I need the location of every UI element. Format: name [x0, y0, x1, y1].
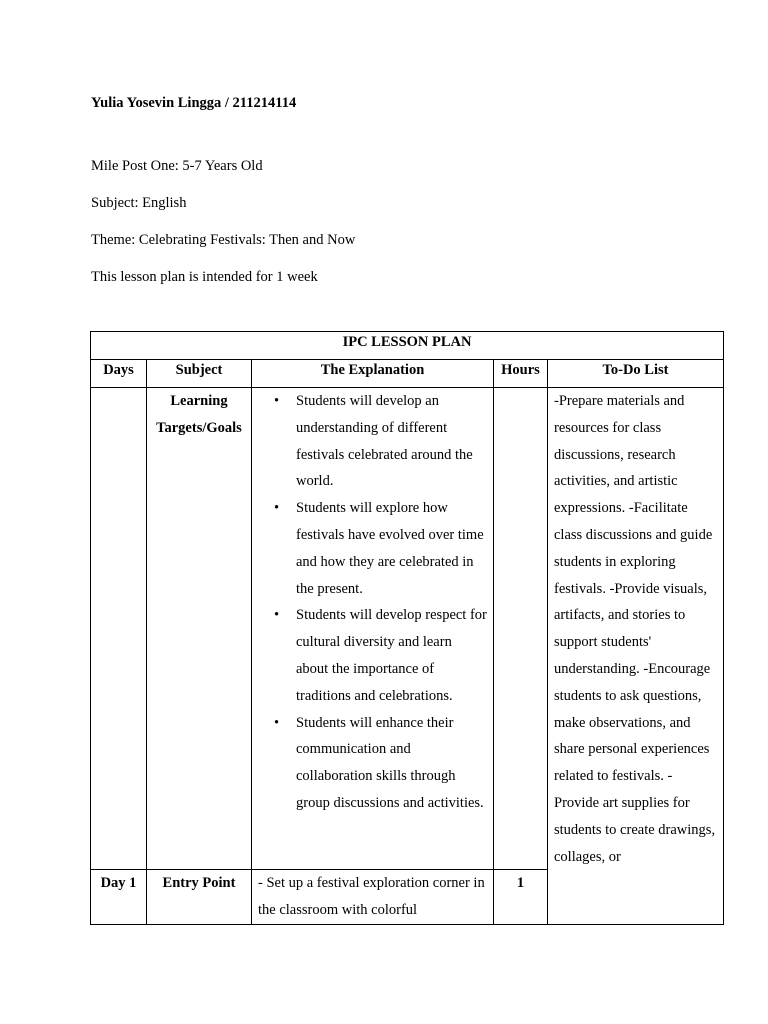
table-title: IPC LESSON PLAN	[91, 332, 724, 360]
list-item: • Students will explore how festivals have evolved over time and how they are celebrated in the present.	[296, 495, 487, 602]
todo-list-cell: -Prepare materials and resources for class discussions, research activities, and artistic expressions. -Facilitate class discussions and guide students in exploring festivals. -Provide visuals, artifacts, and stories to support students' understanding. -Encourage students to ask questions, make observations, and share personal experiences related to festivals. -Provide art supplies for students to create drawings, collages, or	[548, 388, 724, 925]
subject-line: Subject: English	[91, 195, 187, 211]
list-item: • Students will develop an understanding of different festivals celebrated around the world.	[296, 388, 487, 495]
row1-explanation	[252, 388, 494, 870]
list-item: • Students will enhance their communication and collaboration skills through group discussions and activities.	[296, 710, 487, 817]
learning-goals-list	[252, 388, 487, 817]
milepost-line: Mile Post One: 5-7 Years Old	[91, 158, 263, 174]
column-header-days: Days	[91, 360, 147, 388]
row2-subject: Entry Point	[147, 870, 252, 925]
lesson-plan-table	[90, 331, 724, 925]
column-header-subject: Subject	[147, 360, 252, 388]
row1-subject: Learning Targets/Goals	[147, 388, 252, 870]
table-header-row	[91, 360, 724, 388]
author-line: Yulia Yosevin Lingga / 211214114	[91, 95, 297, 111]
column-header-hours: Hours	[494, 360, 548, 388]
row1-day	[91, 388, 147, 870]
theme-line: Theme: Celebrating Festivals: Then and Now	[91, 232, 356, 248]
row2-explanation: - Set up a festival exploration corner in the classroom with colorful	[252, 870, 494, 925]
duration-line: This lesson plan is intended for 1 week	[91, 269, 318, 285]
row1-hours	[494, 388, 548, 870]
row2-hours: 1	[494, 870, 548, 925]
list-item: • Students will develop respect for cultural diversity and learn about the importance of traditions and celebrations.	[296, 602, 487, 709]
column-header-explanation: The Explanation	[252, 360, 494, 388]
row2-day: Day 1	[91, 870, 147, 925]
column-header-todo: To-Do List	[548, 360, 724, 388]
table-row	[91, 388, 724, 870]
